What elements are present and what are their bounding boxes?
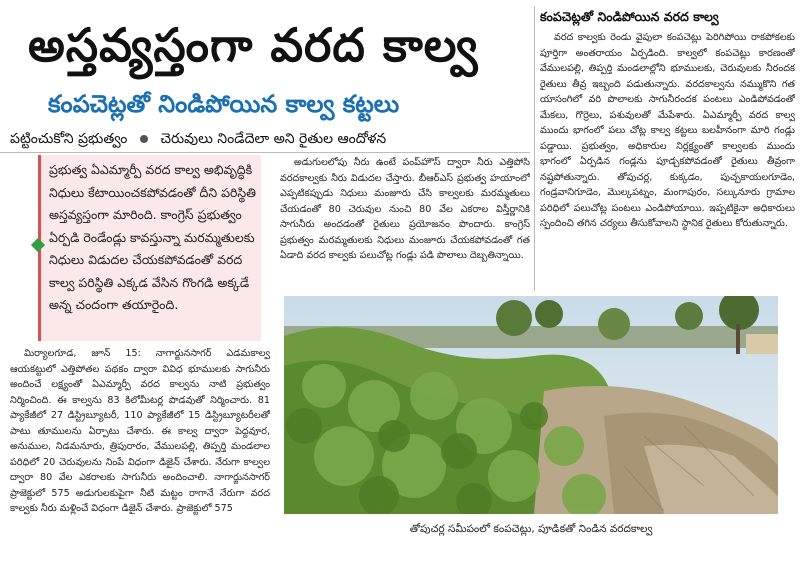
canal-photo <box>284 296 778 514</box>
grey-dot-separator-icon <box>140 135 148 143</box>
canal-photo-illustration <box>284 296 778 514</box>
body-paragraph: అడుగులలోపు నీరు ఉంటే పంప్‌హౌస్ ద్వారా నీరు ఎత్తిపోసి వరదకాల్వకు నీరు విడుదల చేస్తారు. బీఆర్ఎస్ ప్రభుత్వ హయాంలో ఎప్పటికప్పుడు నిధులు మంజూరు చేసి కాల్వలకు మరమ్మతులు చేయడంతో 80 చెరువుల నుంచి 80 వేల ఎకరాల విస్తీర్ణానికి సాగునీరు అందడంతో రైతులు ప్రయోజనం పొందారు. కాంగ్రెస్ ప్రభుత్వం మరమ్మతులకు నిధులు మంజూరు చేయకపోవడంతో గత ఏడాది వరద కాల్వకు పలుచోట్ల గండ్లు పడి పొలాలు దెబ్బతిన్నాయి. <box>280 157 530 261</box>
body-column-right <box>540 30 795 290</box>
kicker-right: చెరువులు నిండేదెలా అని రైతుల ఆందోళన <box>160 131 387 147</box>
column-divider <box>534 6 535 291</box>
header-divider <box>0 152 530 153</box>
photo-caption: తోపుచర్ల సమీపంలో కంపచెట్లు, పూడికతో నిండిన వరదకాల్వ <box>409 523 653 535</box>
highlight-box <box>38 155 261 341</box>
subheadline: కంపచెట్లతో నిండిపోయిన కాల్వ కట్టలు <box>48 90 400 118</box>
body-column-middle <box>280 155 530 291</box>
headline: అస్తవ్యస్తంగా వరద కాల్వ <box>28 18 479 72</box>
side-heading: కంపచెట్లతో నిండిపోయిన వరద కాల్వ <box>540 9 719 24</box>
body-paragraph: వరద కాల్వకు రెండు వైపులా కంపచెట్లు పెరిగిపోయి రాకపోకలకు పూర్తిగా అంతరాయం ఏర్పడింది. కాల్వలో కంపచెట్లు కారణంతో వేములపల్లి, తిప్పర్తి మండలాల్లోని భూములకు, చెరువులకు నీరందక రైతులు తీవ్ర ఇబ్బంది పడుతున్నారు. వరదకాల్వను నమ్ముకొని గత యాసంగిలో వరి పొలాలకు సాగునీరందక పంటలు ఎండిపోవడంతో మేకలు, గొర్రెలు, పశువులతో మేపేశారు. ఏఎమ్మార్పీ వరద కాల్వ ముందు భాగంలో పలు చోట్ల కాల్వ కట్టలు బలహీనంగా మారి గండ్లు పడ్డాయి. ప్రభుత్వం, అధికారుల నిర్లక్ష్యంతో కాల్వలకు ముందు భాగంలో ఏర్పడిన గండ్లను పూడ్చకపోవడంతో రైతులు తీవ్రంగా నష్టపోతున్నారు. తోపుచర్ల, కుక్కడం, పుచ్చకాయలగూడెం, గండ్రవానిగూడెం, మొల్కపట్నం, మంగాపురం, సల్కునూరు గ్రామాల పరిధిలో పలుచోట్ల పంటలు ఎండిపోయాయి. ఇప్పటికైనా అధికారులు స్పందించి తగిన చర్యలు తీసుకోవాలని స్థానిక రైతులు కోరుతున్నారు. <box>540 32 795 229</box>
kicker-left: పట్టించుకోని ప్రభుత్వం <box>10 131 128 147</box>
kicker-line <box>10 128 530 150</box>
body-paragraph: మిర్యాలగూడ, జూన్ 15: నాగార్జునసాగర్ ఎడమకాల్వ ఆయకట్టులో ఎత్తిపోతల పథకం ద్వారా వివిధ భూములకు సాగునీరు అందించే లక్ష్యంతో ఏఎమ్మార్పీ వరద కాల్వను నాటి ప్రభుత్వం నిర్మించింది. ఈ కాల్వను 83 కిలోమీటర్ల పొడవుతో నిర్మించారు. 81 ప్యాకేజీలో 27 డిస్ట్రిబ్యూటరీ, 110 ప్యాకేజీలో 15 డిస్ట్రిబ్యూటరీలతో పాటు తూములను ఏర్పాటు చేశారు. ఈ కాల్వ ద్వారా పెద్దవూర, అనుముల, నిడమనూరు, త్రిపురారం, వేములపల్లి, తిప్పర్తి మండలాల పరిధిలో 20 చెరువులను నింపే విధంగా డిజైన్ చేశారు. నేరుగా కాల్వల ద్వారా 80 వేల ఎకరాలకు సాగునీరు అందించాలి. నాగార్జునసాగర్ ప్రాజెక్టులో 575 అడుగులకుపైగా నీటి మట్టం రాగానే నేరుగా వరద కాల్వకు నీరు మళ్లించే విధంగా డిజైన్ చేశారు. ప్రాజెక్టులో 575 <box>10 348 270 514</box>
body-column-left <box>10 346 270 572</box>
highlight-quote: ప్రభుత్వ ఏఎమ్మార్పీ వరద కాల్వ అభివృద్ధికి నిధులు కేటాయించకపోవడంతో దీని పరిస్థితి అస్తవ్యస్తంగా మారింది. కాంగ్రెస్ ప్రభుత్వం ఏర్పడి రెండేండ్లు కావస్తున్నా మరమ్మతులకు నిధులు విడుదల చేయకపోవడంతో వరద కాల్వ పరిస్థితి ఎక్కడ వేసిన గొంగడి అక్కడే అన్న చందంగా తయారైంది. <box>49 162 256 312</box>
